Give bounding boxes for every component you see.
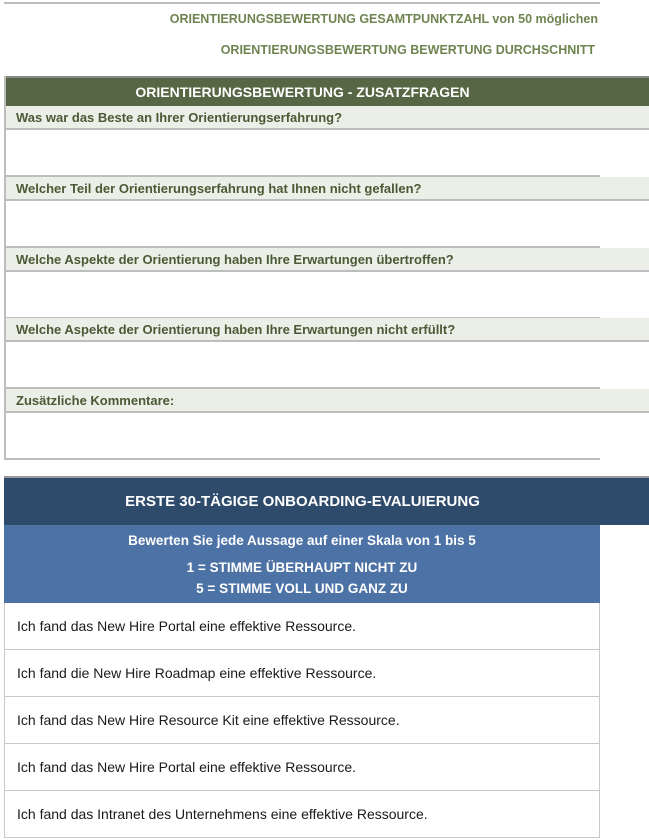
answer-field[interactable] xyxy=(4,413,600,460)
total-score-label: ORIENTIERUNGSBEWERTUNG GESAMTPUNKTZAHL von 50 möglichen xyxy=(169,12,598,26)
statement-row: Ich fand das New Hire Portal eine effektive Ressource. xyxy=(4,603,600,650)
answer-field[interactable] xyxy=(4,272,600,319)
question-label: Zusätzliche Kommentare: xyxy=(4,389,649,413)
average-score-label: ORIENTIERUNGSBEWERTUNG BEWERTUNG DURCHSCHNITT xyxy=(220,43,595,57)
statement-row: Ich fand das New Hire Portal eine effektive Ressource. xyxy=(4,744,600,791)
question-label: Welche Aspekte der Orientierung haben Ihre Erwartungen nicht erfüllt? xyxy=(4,318,649,342)
answer-field[interactable] xyxy=(4,342,600,389)
additional-questions-header: ORIENTIERUNGSBEWERTUNG - ZUSATZFRAGEN xyxy=(4,76,649,106)
statement-row: Ich fand das New Hire Resource Kit eine effektive Ressource. xyxy=(4,697,600,744)
statement-row: Ich fand die New Hire Roadmap eine effektive Ressource. xyxy=(4,650,600,697)
statement-row: Ich fand das Intranet des Unternehmens eine effektive Ressource. xyxy=(4,791,600,838)
section-border xyxy=(4,76,6,460)
rating-instructions xyxy=(4,525,600,603)
question-label: Welche Aspekte der Orientierung haben Ihre Erwartungen übertroffen? xyxy=(4,248,649,272)
question-label: Welcher Teil der Orientierungserfahrung hat Ihnen nicht gefallen? xyxy=(4,177,649,201)
scale-high-label: 5 = STIMME VOLL UND GANZ ZU xyxy=(196,581,408,596)
answer-field[interactable] xyxy=(4,130,600,177)
onboarding-header: ERSTE 30-TÄGIGE ONBOARDING-EVALUIERUNG xyxy=(4,476,649,525)
scale-low-label: 1 = STIMME ÜBERHAUPT NICHT ZU xyxy=(186,560,418,575)
question-label: Was war das Beste an Ihrer Orientierungserfahrung? xyxy=(4,106,649,130)
top-rule xyxy=(4,2,600,4)
rating-instruction-text: Bewerten Sie jede Aussage auf einer Skala von 1 bis 5 xyxy=(128,533,476,548)
answer-field[interactable] xyxy=(4,201,600,248)
